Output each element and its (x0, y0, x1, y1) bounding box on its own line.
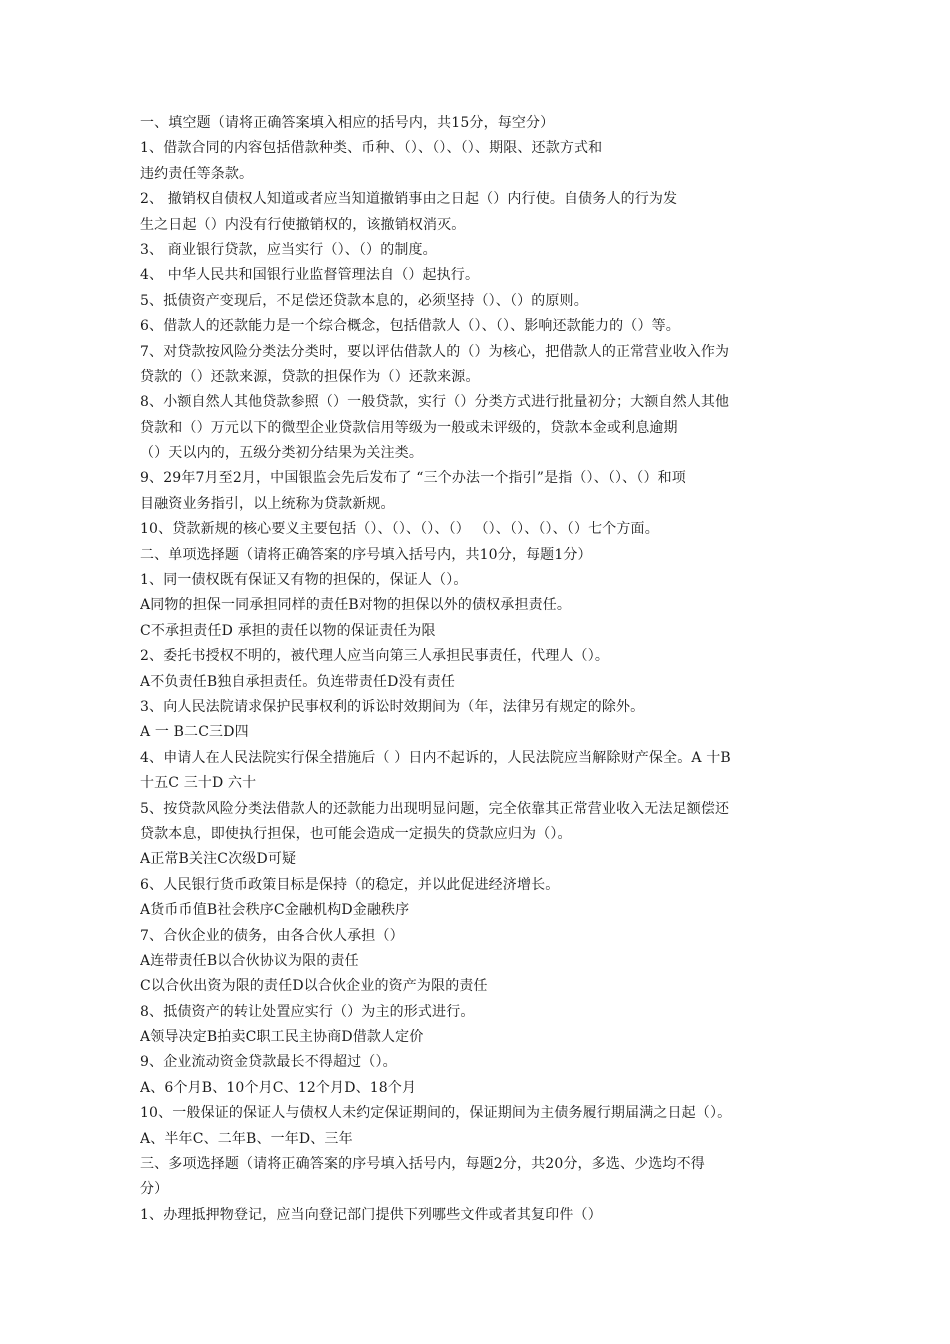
text-line: 2、委托书授权不明的，被代理人应当向第三人承担民事责任，代理人（）。 (140, 648, 610, 665)
text-line: 6、人民银行货币政策目标是保持（的稳定，并以此促进经济增长。 (140, 876, 560, 893)
text-line: A货币币值B社会秩序C金融机构D金融秩序 (140, 902, 410, 919)
text-line: 5、抵债资产变现后，不足偿还贷款本息的，必须坚持（）、（）的原则。 (140, 292, 588, 309)
text-line: 分） (140, 1181, 169, 1198)
text-line: A正常B关注C次级D可疑 (140, 851, 297, 868)
text-line: 6、借款人的还款能力是一个综合概念，包括借款人（）、（）、影响还款能力的（）等。 (140, 318, 680, 335)
document-body (140, 111, 830, 1228)
text-line: A 一 B二C三D四 (140, 724, 249, 741)
text-line: 目融资业务指引，以上统称为贷款新规。 (140, 495, 395, 512)
text-line: 1、同一债权既有保证又有物的担保的，保证人（）。 (140, 572, 468, 589)
text-line: 7、合伙企业的债务，由各合伙人承担（） (140, 927, 404, 944)
text-line: 4、申请人在人民法院实行保全措施后（ ）日内不起诉的，人民法院应当解除财产保全。A 十B (140, 749, 731, 766)
text-line: 7、对贷款按风险分类法分类时，要以评估借款人的（）为核心，把借款人的正常营业收入作为 (140, 343, 730, 360)
text-line: 十五C 三十D 六十 (140, 775, 257, 792)
section-heading-multiple-choice: 三、多项选择题（请将正确答案的序号填入括号内，每题2分，共20分，多选、少选均不得 (140, 1156, 705, 1173)
text-line: 9、29年7月至2月，中国银监会先后发布了 “三个办法一个指引”是指（）、（）、（）和项 (140, 470, 686, 487)
text-line: A不负责任B独自承担责任。负连带责任D没有责任 (140, 673, 456, 690)
section-heading-single-choice: 二、单项选择题（请将正确答案的序号填入括号内，共10分，每题1分） (140, 546, 592, 563)
text-line: 贷款和（）万元以下的微型企业贷款信用等级为一般或未评级的，贷款本金或利息逾期 (140, 419, 678, 436)
text-line: 3、 商业银行贷款，应当实行（）、（）的制度。 (140, 241, 437, 258)
text-line: 1、办理抵押物登记，应当向登记部门提供下列哪些文件或者其复印件（） (140, 1206, 602, 1223)
text-line: 8、小额自然人其他贷款参照（）一般贷款，实行（）分类方式进行批量初分；大额自然人其他 (140, 394, 730, 411)
text-line: 8、抵债资产的转让处置应实行（）为主的形式进行。 (140, 1003, 475, 1020)
text-line: A、6个月B、10个月C、12个月D、18个月 (140, 1079, 417, 1096)
text-line: C以合伙出资为限的责任D以合伙企业的资产为限的责任 (140, 978, 488, 995)
text-line: 5、按贷款风险分类法借款人的还款能力出现明显问题，完全依靠其正常营业收入无法足额偿还 (140, 800, 730, 817)
text-line: C不承担责任D 承担的责任以物的保证责任为限 (140, 622, 436, 639)
text-line: 1、借款合同的内容包括借款种类、币种、（）、（）、（）、期限、还款方式和 (140, 140, 603, 157)
text-line: 4、 中华人民共和国银行业监督管理法自（）起执行。 (140, 267, 480, 284)
text-line: A连带责任B以合伙协议为限的责任 (140, 952, 359, 969)
text-line: 贷款的（）还款来源，贷款的担保作为（）还款来源。 (140, 368, 480, 385)
text-line: A同物的担保一同承担同样的责任B对物的担保以外的债权承担责任。 (140, 597, 572, 614)
text-line: 3、向人民法院请求保护民事权利的诉讼时效期间为（年，法律另有规定的除外。 (140, 698, 645, 715)
text-line: 违约责任等条款。 (140, 165, 254, 182)
text-line: A、半年C、二年B、一年D、三年 (140, 1130, 353, 1147)
text-line: 生之日起（）内没有行使撤销权的，该撤销权消灭。 (140, 216, 466, 233)
text-line: 贷款本息，即使执行担保，也可能会造成一定损失的贷款应归为（）。 (140, 825, 572, 842)
section-heading-fill-blank: 一、填空题（请将正确答案填入相应的括号内，共15分，每空分） (140, 115, 555, 131)
text-line: 9、企业流动资金贷款最长不得超过（）。 (140, 1054, 397, 1071)
text-line: （）天以内的，五级分类初分结果为关注类。 (140, 445, 423, 462)
text-line: A领导决定B拍卖C职工民主协商D借款人定价 (140, 1029, 424, 1046)
text-line: 10、一般保证的保证人与债权人未约定保证期间的，保证期间为主债务履行期届满之日起（）。 (140, 1105, 732, 1122)
text-line: 2、 撤销权自债权人知道或者应当知道撤销事由之日起（）内行使。自债务人的行为发 (140, 191, 678, 208)
text-line: 10、贷款新规的核心要义主要包括（）、（）、（）、（） （）、（）、（）、（）七个方面。 (140, 521, 659, 538)
